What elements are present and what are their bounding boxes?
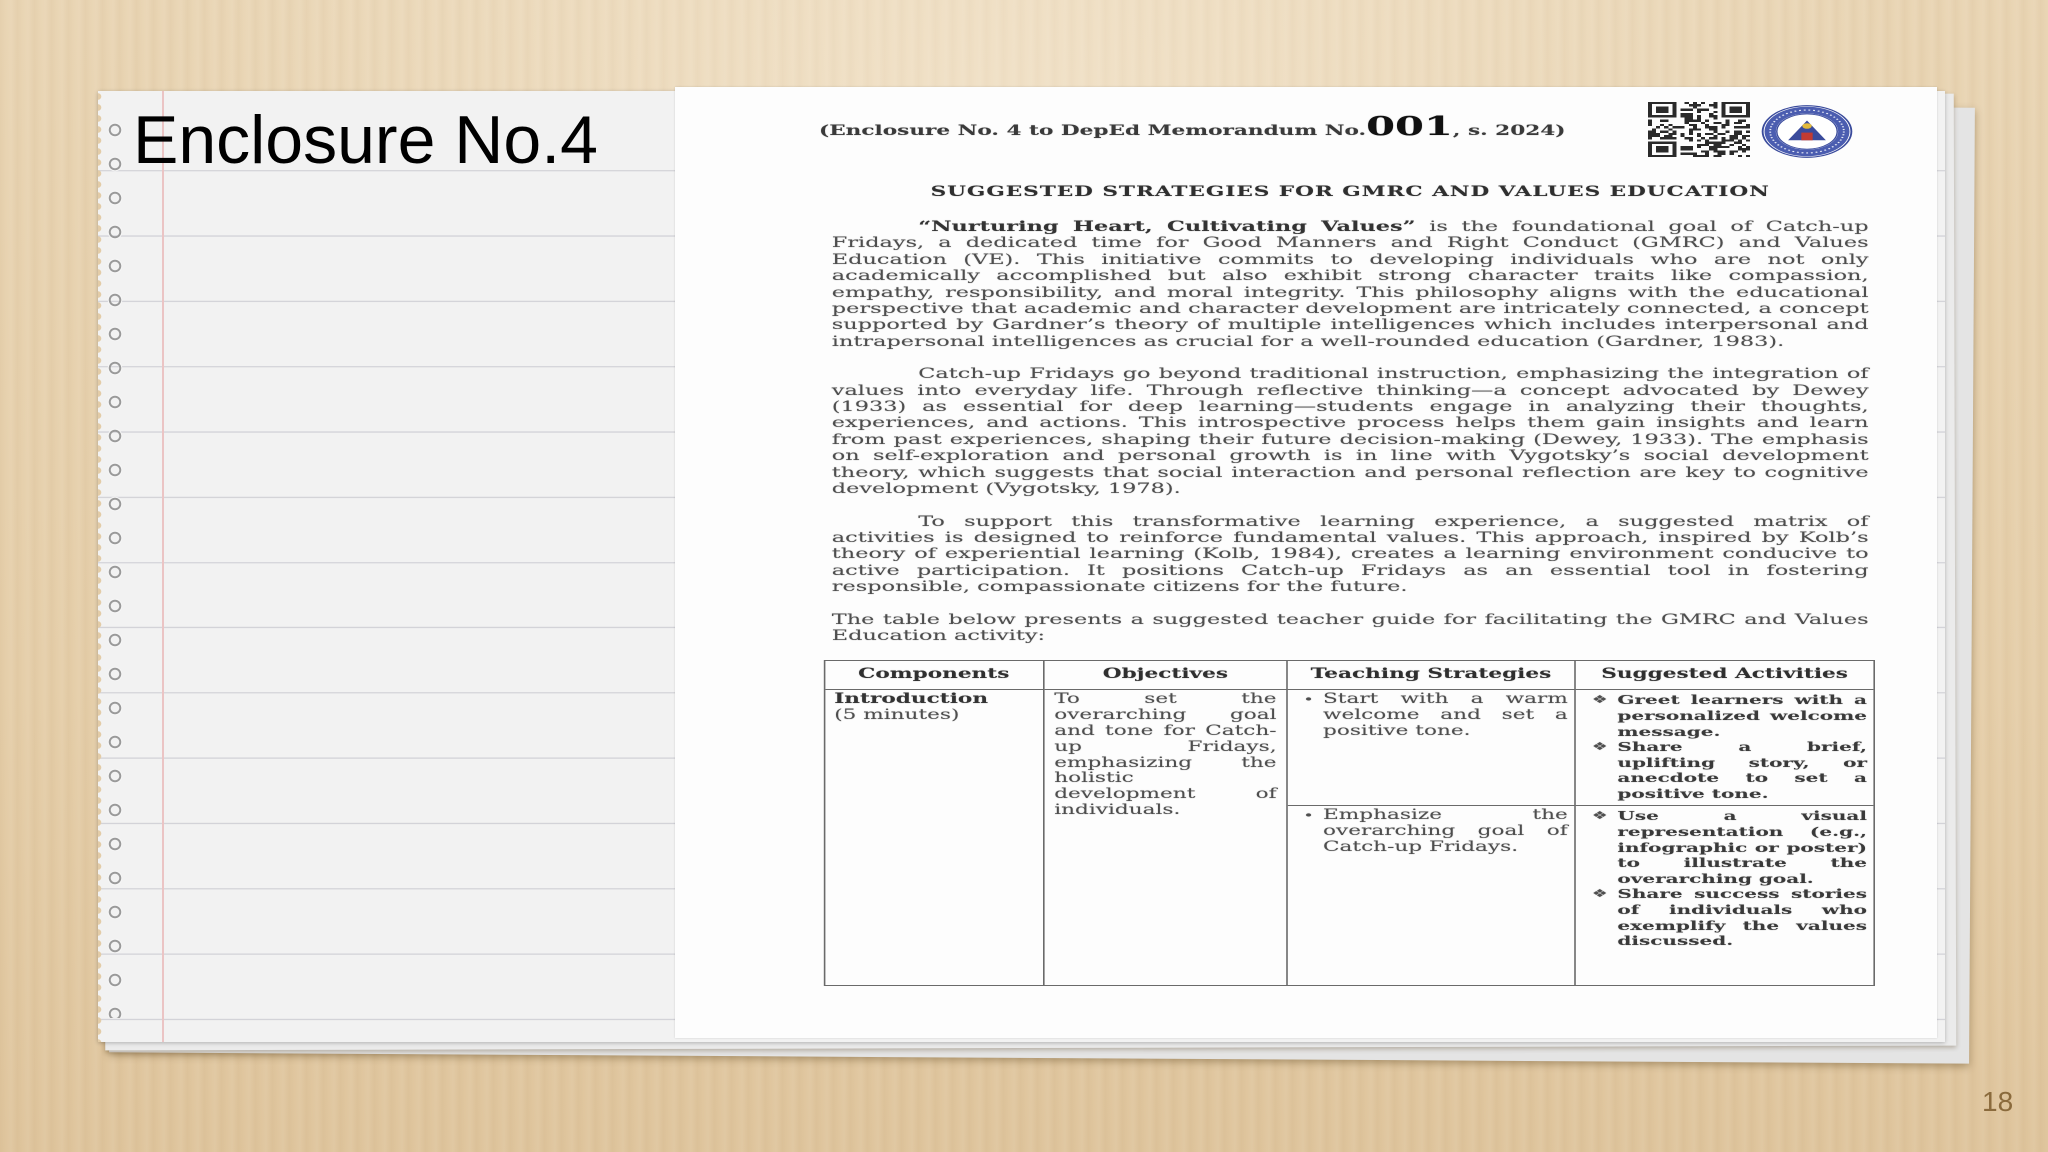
paragraph-text: is the foundational goal of Catch-up Fridays, a dedicated time for Good Manners and Right Conduct (GMRC) and Values Education (VE). This initiative commits to developing individuals who are not only academically accomplished but also exhibit strong character traits like compassion, empathy, responsibility, and moral integrity. This philosophy aligns with the educational perspective that academic and character development are intricately connected, a concept supported by Gardner’s theory of multiple intelligences which includes interpersonal and intrapersonal intelligences as crucial for a well-rounded education (Gardner, 1983). (831, 219, 1869, 350)
document-content (675, 87, 1937, 1038)
component-name: Introduction (834, 691, 989, 708)
activity-text: Use a visual representation (e.g., infographic or poster) to illustrate the overarching goal. (1617, 808, 1867, 886)
seal-emblem-sun (1802, 123, 1811, 129)
table-header-objectives: Objectives (1045, 661, 1288, 690)
strategy-cell (1288, 690, 1576, 806)
activity-item (1582, 886, 1867, 948)
strategy-item (1294, 692, 1568, 739)
table-header-components: Components (825, 661, 1045, 690)
paragraph-intro (832, 219, 1869, 350)
bullet-icon: • (1303, 693, 1314, 707)
strategies-table (823, 660, 1875, 986)
activity-item (1582, 692, 1867, 739)
qr-code-icon (1648, 102, 1750, 157)
qr-finder-top-right (1722, 102, 1751, 117)
qr-finder-top-left (1648, 102, 1677, 117)
document-header (819, 113, 1566, 145)
strategy-item (1294, 808, 1568, 855)
activity-item (1582, 739, 1867, 801)
paragraph-reflection: Catch-up Fridays go beyond traditional instruction, emphasizing the integration of values into everyday life. Through reflective thinking—a concept advocated by Dewey (1933) as essential for deep learning—students engage in analyzing their thoughts, experiences, and actions. This introspective process helps them gain insights and learn from past experiences, shaping their future decision-making (Dewey, 1933). The emphasis on self-exploration and personal growth is in line with Vygotsky’s social development theory, which suggests that social interaction and personal reflection are key to cognitive development (Vygotsky, 1978). (831, 366, 1869, 498)
strategy-cell (1288, 806, 1576, 985)
activity-text: Share a brief, uplifting story, or anecdote to set a positive tone. (1617, 739, 1867, 801)
diamond-bullet-icon: ❖ (1591, 693, 1608, 707)
memo-number: 001 (1366, 112, 1453, 142)
activity-item (1582, 808, 1867, 886)
slide-title: Enclosure No.4 (133, 102, 598, 178)
component-duration: (5 minutes) (834, 707, 960, 724)
activity-text: Share success stories of individuals who exemplify the values discussed. (1617, 886, 1867, 949)
bullet-icon: • (1303, 809, 1314, 823)
paragraph-table-intro: The table below presents a suggested teacher guide for facilitating the GMRC and Values Education activity: (831, 611, 1869, 644)
diamond-bullet-icon: ❖ (1591, 887, 1608, 901)
diamond-bullet-icon: ❖ (1591, 809, 1608, 823)
deped-seal-icon (1760, 104, 1854, 159)
header-suffix: , s. 2024) (1452, 123, 1566, 139)
binder-holes-icon (104, 113, 126, 1018)
strategy-text: Emphasize the overarching goal of Catch-up Fridays. (1323, 807, 1568, 855)
qr-finder-bottom-left (1648, 142, 1677, 157)
document-heading: SUGGESTED STRATEGIES FOR GMRC AND VALUES EDUCATION (930, 184, 1770, 200)
diamond-bullet-icon: ❖ (1591, 740, 1608, 754)
page-number: 18 (1982, 1086, 2014, 1117)
scanned-document (675, 87, 1937, 1038)
component-cell (825, 690, 1045, 985)
activities-cell (1576, 806, 1874, 985)
activities-cell (1576, 690, 1874, 806)
document-body (832, 219, 1869, 986)
intro-lead: “Nurturing Heart, Cultivating Values” (918, 219, 1416, 235)
table-header-teaching-strategies: Teaching Strategies (1288, 661, 1576, 690)
objective-cell: To set the overarching goal and tone for Catch-up Fridays, emphasizing the holistic development of individuals. (1045, 690, 1288, 985)
seal-emblem-red (1801, 133, 1812, 141)
header-prefix: (Enclosure No. 4 to DepEd Memorandum No. (819, 123, 1367, 139)
table-header-suggested-activities: Suggested Activities (1576, 661, 1874, 690)
activity-text: Greet learners with a personalized welcome message. (1617, 692, 1867, 739)
strategy-text: Start with a warm welcome and set a positive tone. (1323, 691, 1568, 739)
paragraph-matrix: To support this transformative learning experience, a suggested matrix of activities is designed to reinforce fundamental values. This approach, inspired by Kolb’s theory of experiential learning (Kolb, 1984), creates a learning environment conducive to active participation. It positions Catch-up Fridays as an essential tool in fostering responsible, compassionate citizens for the future. (831, 513, 1869, 596)
